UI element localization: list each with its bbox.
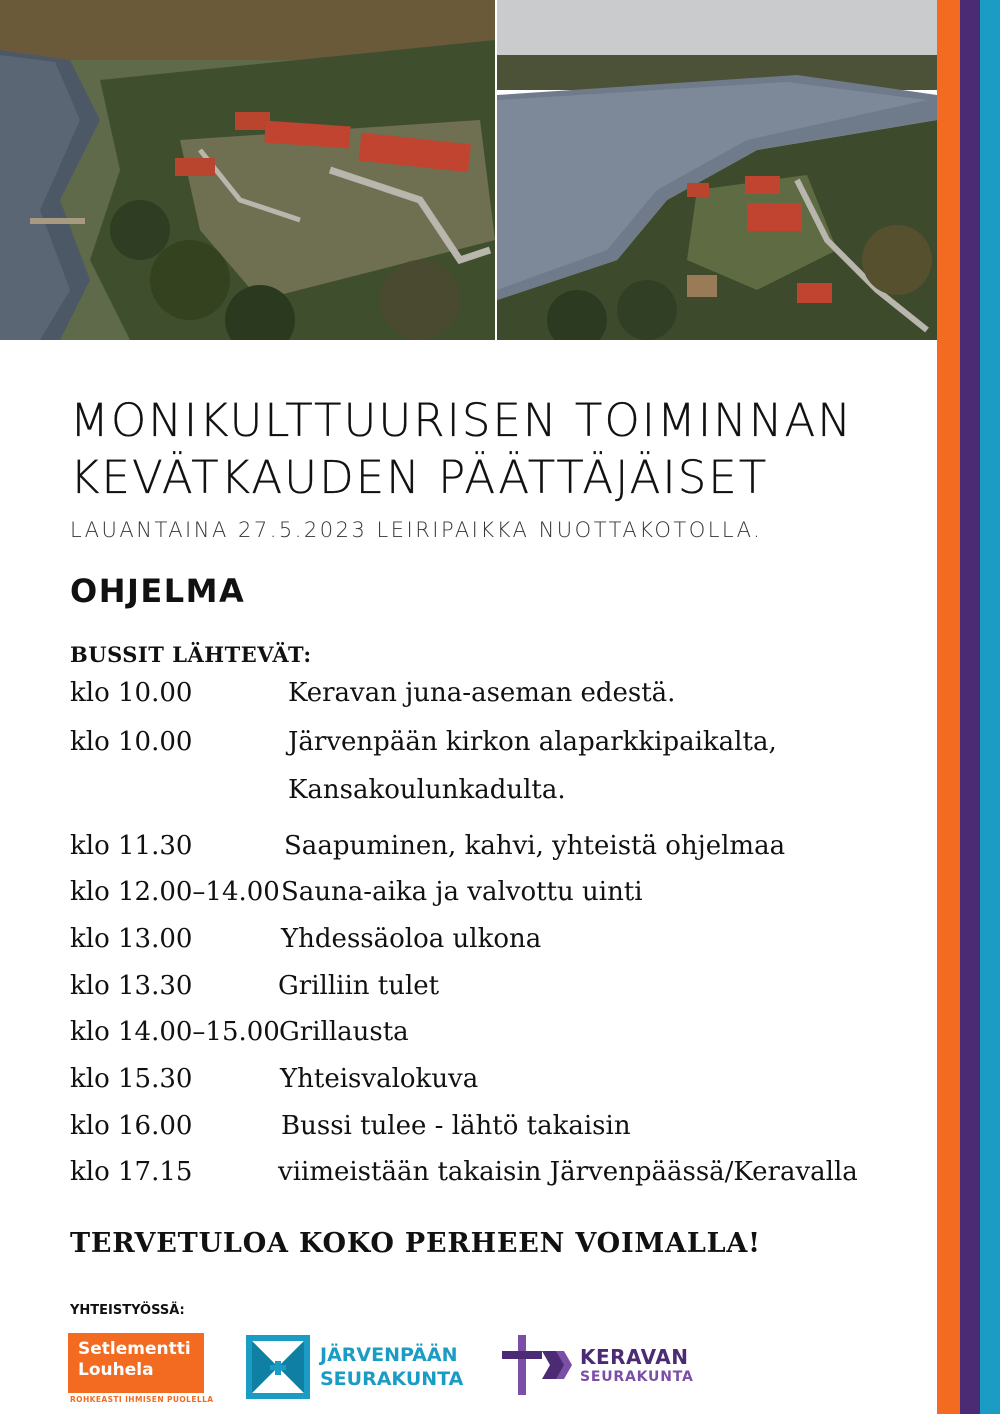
stripe-orange [937, 0, 960, 1414]
jarvenpaa-logo-line1: JÄRVENPÄÄN [320, 1344, 458, 1366]
schedule-desc: Yhteisvalokuva [280, 1064, 479, 1094]
jarvenpaa-logo-text [320, 1343, 463, 1391]
schedule-desc: Grillausta [279, 1017, 409, 1047]
event-date-location: LAUANTAINA 27.5.2023 LEIRIPAIKKA NUOTTAKOTOLLA. [70, 518, 763, 542]
bus-time: klo 10.00 [70, 727, 193, 757]
schedule-time: klo 11.30 [70, 831, 193, 861]
buses-heading: BUSSIT LÄHTEVÄT: [70, 642, 312, 667]
kerava-cross-icon [496, 1335, 576, 1395]
schedule-desc: Saapuminen, kahvi, yhteistä ohjelmaa [284, 831, 786, 861]
bus-desc-continued: Kansakoulunkadulta. [288, 775, 566, 805]
schedule-desc: Yhdessäoloa ulkona [281, 924, 542, 954]
bus-desc: Järvenpään kirkon alaparkkipaikalta, [288, 727, 777, 757]
schedule-time: klo 16.00 [70, 1111, 193, 1141]
schedule-time: klo 17.15 [70, 1157, 193, 1187]
program-heading: OHJELMA [70, 572, 246, 610]
stripe-blue [980, 0, 1000, 1414]
keravan-seurakunta-logo [496, 1335, 726, 1399]
schedule-time: klo 13.30 [70, 971, 193, 1001]
aerial-photo-right [497, 0, 937, 340]
event-title-line1: MONIKULTTUURISEN TOIMINNAN [70, 394, 853, 447]
schedule-desc: Bussi tulee - lähtö takaisin [281, 1111, 631, 1141]
schedule-time: klo 12.00–14.00 [70, 877, 280, 907]
setlementti-tagline: ROHKEASTI IHMISEN PUOLELLA [70, 1395, 214, 1404]
kerava-logo-line1: KERAVAN [580, 1345, 689, 1369]
schedule-desc: viimeistään takaisin Järvenpäässä/Keravalla [278, 1157, 858, 1187]
schedule-time: klo 13.00 [70, 924, 193, 954]
welcome-text: TERVETULOA KOKO PERHEEN VOIMALLA! [70, 1228, 761, 1259]
jarvenpaa-church-icon [246, 1335, 310, 1399]
schedule-desc: Grilliin tulet [278, 971, 440, 1001]
bus-time: klo 10.00 [70, 678, 193, 708]
stripe-purple [960, 0, 980, 1414]
kerava-logo-line2: SEURAKUNTA [580, 1369, 694, 1385]
setlementti-logo-line2: Louhela [78, 1360, 154, 1380]
setlementti-logo-line1: Setlementti [78, 1339, 191, 1359]
setlementti-louhela-logo [68, 1333, 204, 1393]
schedule-desc: Sauna-aika ja valvottu uinti [281, 877, 643, 907]
bus-desc: Keravan juna-aseman edestä. [288, 678, 676, 708]
schedule-time: klo 14.00–15.00 [70, 1017, 280, 1047]
jarvenpaa-logo-line2: SEURAKUNTA [320, 1368, 464, 1390]
event-title-line2: KEVÄTKAUDEN PÄÄTTÄJÄISET [70, 451, 769, 504]
schedule-time: klo 15.30 [70, 1064, 193, 1094]
jarvenpaan-seurakunta-logo [246, 1335, 476, 1399]
event-title [70, 392, 930, 506]
cooperation-label: YHTEISTYÖSSÄ: [70, 1303, 185, 1318]
aerial-photo-left [0, 0, 495, 340]
